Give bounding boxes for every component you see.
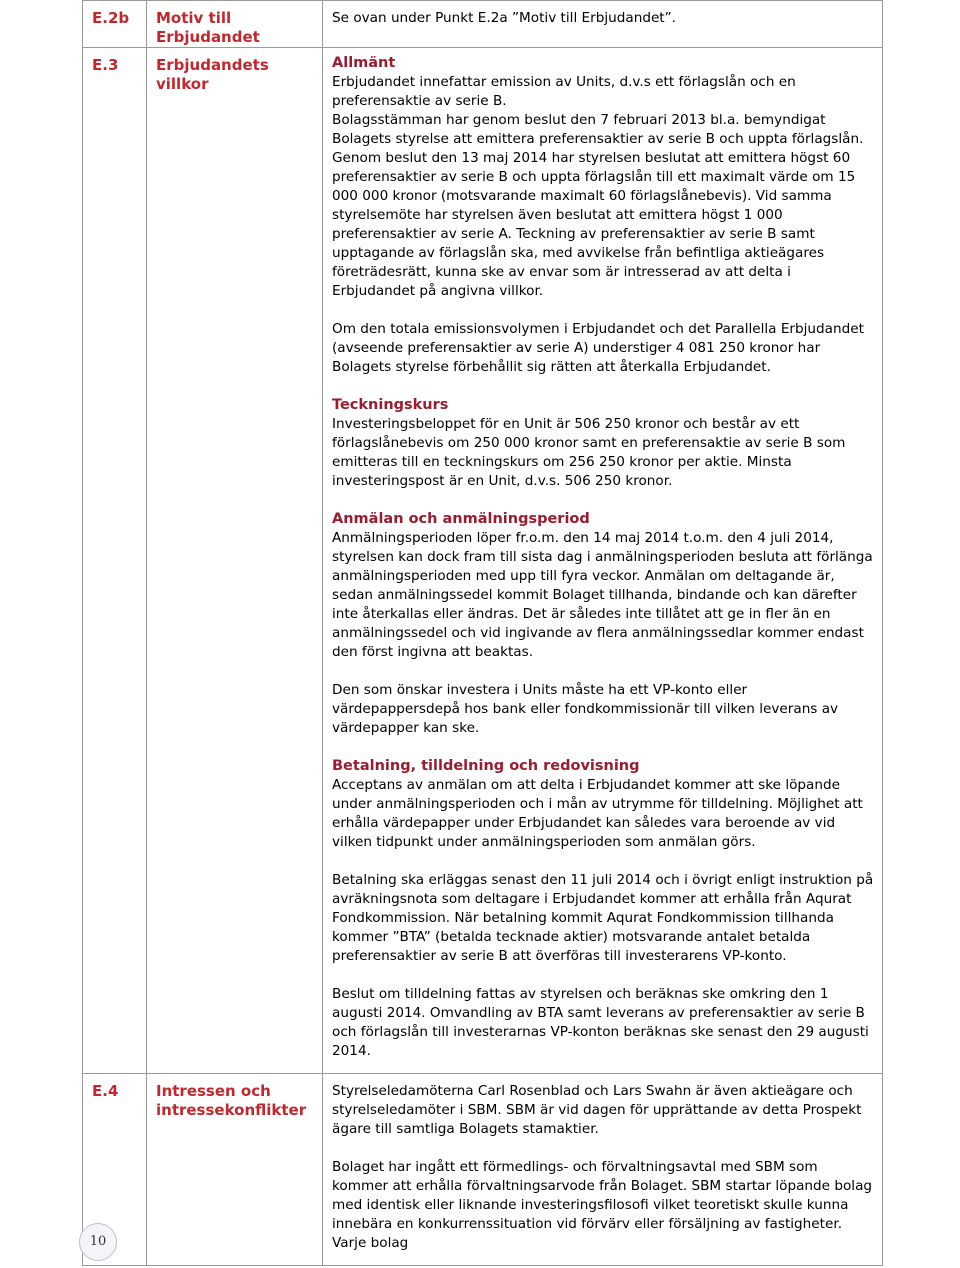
paragraph: Acceptans av anmälan om att delta i Erbjudandet kommer att ske löpande under anmälningsperioden och i mån av utrymme för tilldelning. Möjlighet att erhålla värdepapper under Erbjudandet kan således vara beroende av vid vilken tidpunkt under anmälningsperioden som anmälan görs. bbox=[332, 777, 863, 850]
row-code: E.3 bbox=[83, 48, 147, 1074]
section-heading-betalning: Betalning, tilldelning och redovisning bbox=[332, 758, 640, 774]
paragraph: Styrelseledamöterna Carl Rosenblad och Lars Swahn är även aktieägare och styrelseledamöter i SBM. SBM är vid dagen för upprättande av detta Prospekt ägare till samtliga Bolagets stamaktier. bbox=[332, 1083, 862, 1137]
paragraph: Beslut om tilldelning fattas av styrelsen och beräknas ske omkring den 1 augusti 2014. Omvandling av BTA samt leverans av preferensaktier av serie B och förlagslån till investerarnas VP-konton beräknas ske senast den 29 augusti 2014. bbox=[332, 986, 869, 1059]
row-title: Motiv till Erbjudandet bbox=[147, 1, 323, 48]
row-e2b bbox=[83, 1, 883, 48]
row-e3 bbox=[83, 48, 883, 1074]
paragraph: Bolaget har ingått ett förmedlings- och förvaltningsavtal med SBM som kommer att erhålla förvaltningsarvode från Bolaget. SBM startar löpande bolag med identisk eller liknande investeringsfilosofi vilket teoretiskt skulle kunna innebära en konkurrenssituation vid förvärv eller försäljning av fastigheter. Varje bolag bbox=[332, 1159, 873, 1251]
section-heading-teckningskurs: Teckningskurs bbox=[332, 397, 449, 413]
section-heading-allmant: Allmänt bbox=[332, 55, 396, 71]
row-content bbox=[323, 48, 883, 1074]
paragraph: Om den totala emissionsvolymen i Erbjudandet och det Parallella Erbjudandet (avseende preferensaktier av serie A) understiger 4 081 250 kronor har Bolagets styrelse förbehållit sig rätten att återkalla Erbjudandet. bbox=[332, 321, 864, 375]
paragraph: Investeringsbeloppet för en Unit är 506 250 kronor och består av ett förlagslånebevis om 250 000 kronor samt en preferensaktie av serie B som emitteras till en teckningskurs om 256 250 kronor per aktie. Minsta investeringspost är en Unit, d.v.s. 506 250 kronor. bbox=[332, 416, 846, 489]
row-content bbox=[323, 1, 883, 48]
section-heading-anmalan: Anmälan och anmälningsperiod bbox=[332, 511, 590, 527]
row-content bbox=[323, 1074, 883, 1266]
paragraph: Erbjudandet innefattar emission av Units, d.v.s ett förlagslån och en preferensaktie av serie B. bbox=[332, 74, 796, 109]
row-code: E.4 bbox=[83, 1074, 147, 1266]
paragraph: Den som önskar investera i Units måste ha ett VP-konto eller värdepappersdepå hos bank eller fondkommissionär till vilken leverans av värdepapper kan ske. bbox=[332, 682, 839, 736]
row-code: E.2b bbox=[83, 1, 147, 48]
paragraph: Betalning ska erläggas senast den 11 juli 2014 och i övrigt enligt instruktion på avräkningsnota som deltagare i Erbjudandet kommer att erhålla från Aqurat Fondkommission. När betalning kommit Aqurat Fondkommission tillhanda kommer ”BTA” (betalda tecknade aktier) motsvarande antalet betalda preferensaktier av serie B att överföras till investerarens VP-konto. bbox=[332, 872, 874, 964]
row-title: Intressen och intressekonflikter bbox=[147, 1074, 323, 1266]
paragraph: Bolagsstämman har genom beslut den 7 februari 2013 bl.a. bemyndigat Bolagets styrelse att emittera preferensaktier av serie B och uppta förlagslån. Genom beslut den 13 maj 2014 har styrelsen beslutat att emittera högst 60 preferensaktier av serie B och uppta förlagslån till ett maximalt värde om 15 000 000 kronor (motsvarande maximalt 60 förlagslånebevis). Vid samma styrelsemöte har styrelsen även beslutat att emittera högst 1 000 preferensaktier av serie A. Teckning av preferensaktier av serie B samt upptagande av förlagslån ska, med avvikelse från befintliga aktieägares företrädesrätt, kunna ske av envar som är intresserad av att delta i Erbjudandet på angivna villkor. bbox=[332, 112, 864, 299]
row-e4 bbox=[83, 1074, 883, 1266]
summary-table bbox=[82, 0, 883, 1266]
paragraph: Se ovan under Punkt E.2a ”Motiv till Erbjudandet”. bbox=[332, 10, 676, 26]
page-number: 10 bbox=[79, 1223, 117, 1261]
paragraph: Anmälningsperioden löper fr.o.m. den 14 maj 2014 t.o.m. den 4 juli 2014, styrelsen kan dock fram till sista dag i anmälningsperioden besluta att förlänga anmälningsperioden med upp till fyra veckor. Anmälan om deltagande är, sedan anmälningssedel kommit Bolaget tillhanda, bindande och kan därefter inte återkallas eller ändras. Det är således inte tillåtet att ge in fler än en anmälningssedel och vid ingivande av flera anmälningssedlar kommer endast den först ingivna att beaktas. bbox=[332, 530, 873, 660]
row-title: Erbjudandets villkor bbox=[147, 48, 323, 1074]
